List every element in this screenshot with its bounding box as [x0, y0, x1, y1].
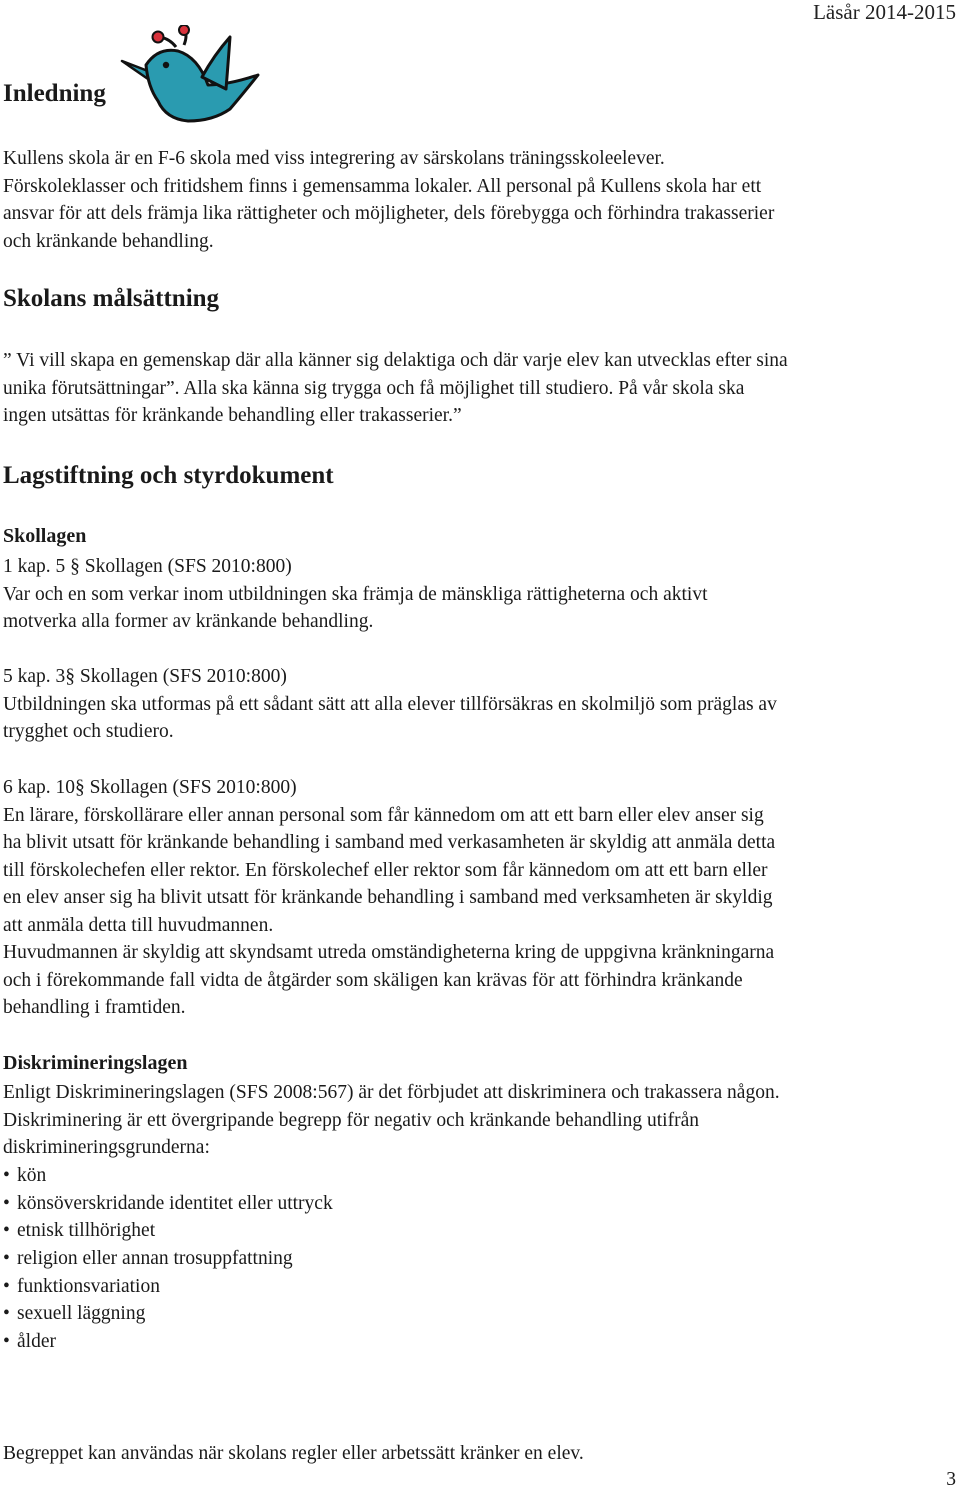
list-item — [3, 1328, 333, 1356]
heading-skollagen: Skollagen — [3, 525, 87, 547]
heading-diskrimineringslagen: Diskrimineringslagen — [3, 1052, 188, 1074]
bullet-icon: • — [3, 1275, 10, 1297]
blue-bird-svg — [118, 25, 268, 135]
kap5-line-1: 5 kap. 3§ Skollagen (SFS 2010:800) — [3, 666, 287, 687]
ground-label: etnisk tillhörighet — [17, 1220, 156, 1242]
list-item — [3, 1162, 333, 1190]
list-item — [3, 1273, 333, 1301]
malsattning-line-1: ” Vi vill skapa en gemenskap där alla känner sig delaktiga och där varje elev kan utvecklas efter sina — [3, 350, 788, 371]
page-number: 3 — [946, 1469, 956, 1490]
list-item — [3, 1245, 333, 1273]
list-item — [3, 1217, 333, 1245]
malsattning-line-3: ingen utsättas för kränkande behandling eller trakasserier.” — [3, 405, 462, 426]
kap6-line-9: behandling i framtiden. — [3, 997, 186, 1018]
bullet-icon: • — [3, 1220, 10, 1242]
bullet-icon: • — [3, 1192, 10, 1214]
ground-label: kön — [17, 1165, 47, 1186]
inledning-line-1: Kullens skola är en F-6 skola med viss integrering av särskolans träningsskoleelever. — [3, 148, 665, 169]
footer-note: Begreppet kan användas när skolans regler eller arbetssätt kränker en elev. — [3, 1443, 584, 1464]
kap5-line-3: trygghet och studiero. — [3, 721, 174, 742]
heading-inledning: Inledning — [3, 80, 106, 107]
malsattning-line-2: unika förutsättningar”. Alla ska känna sig trygga och få möjlighet till studiero. På vår skola ska — [3, 377, 745, 399]
ground-label: ålder — [17, 1331, 56, 1353]
kap6-line-6: att anmäla detta till huvudmannen. — [3, 914, 274, 936]
diskriminering-line-1: Enligt Diskrimineringslagen (SFS 2008:567) är det förbjudet att diskriminera och trakassera någon. — [3, 1082, 780, 1103]
heading-lagstiftning: Lagstiftning och styrdokument — [3, 462, 334, 489]
kap1-line-1: 1 kap. 5 § Skollagen (SFS 2010:800) — [3, 556, 292, 577]
bullet-icon: • — [3, 1303, 10, 1325]
inledning-line-3: ansvar för att dels främja lika rättigheter och möjligheter, dels förebygga och förhindra trakasserier — [3, 203, 775, 224]
kap6-line-5: en elev anser sig ha blivit utsatt för kränkande behandling i samband med verksamheten är skyldig — [3, 887, 773, 908]
diskriminering-line-3: diskrimineringsgrunderna: — [3, 1137, 210, 1158]
kap1-line-3: motverka alla former av kränkande behandling. — [3, 611, 374, 632]
list-item — [3, 1300, 333, 1328]
kap5-line-2: Utbildningen ska utformas på ett sådant sätt att alla elever tillförsäkras en skolmiljö som präglas av — [3, 693, 777, 715]
kap6-line-8: och i förekommande fall vidta de åtgärder som skäligen kan krävas för att förhindra kränkande — [3, 969, 743, 991]
kap1-line-2: Var och en som verkar inom utbildningen ska främja de mänskliga rättigheterna och aktivt — [3, 583, 708, 605]
ground-label: könsöverskridande identitet eller uttryck — [17, 1192, 333, 1214]
discrimination-grounds-list — [3, 1162, 333, 1356]
inledning-line-4: och kränkande behandling. — [3, 230, 214, 252]
ground-label: sexuell läggning — [17, 1303, 146, 1325]
bullet-icon: • — [3, 1165, 10, 1186]
ground-label: funktionsvariation — [17, 1275, 160, 1297]
ground-label: religion eller annan trosuppfattning — [17, 1248, 293, 1270]
inledning-line-2: Förskoleklasser och fritidshem finns i gemensamma lokaler. All personal på Kullens skola har ett — [3, 175, 762, 197]
kap6-line-3: ha blivit utsatt för kränkande behandling i samband med verkasamheten är skyldig att anmäla detta — [3, 832, 776, 853]
kap6-line-7: Huvudmannen är skyldig att skyndsamt utreda omständigheterna kring de uppgivna kränkningarna — [3, 942, 775, 963]
blue-bird-icon — [118, 25, 268, 135]
kap6-line-4: till förskolechefen eller rektor. En förskolechef eller rektor som får kännedom om att ett barn eller — [3, 859, 768, 881]
kap6-line-2: En lärare, förskollärare eller annan personal som får kännedom om att ett barn eller elev anser sig — [3, 804, 764, 826]
diskriminering-line-2: Diskriminering är ett övergripande begrepp för negativ och kränkande behandling utifrån — [3, 1109, 699, 1131]
list-item — [3, 1190, 333, 1218]
kap6-line-1: 6 kap. 10§ Skollagen (SFS 2010:800) — [3, 777, 297, 798]
heading-malsattning: Skolans målsättning — [3, 285, 220, 312]
bullet-icon: • — [3, 1248, 10, 1270]
bullet-icon: • — [3, 1331, 10, 1353]
header-year: Läsår 2014-2015 — [813, 0, 956, 24]
